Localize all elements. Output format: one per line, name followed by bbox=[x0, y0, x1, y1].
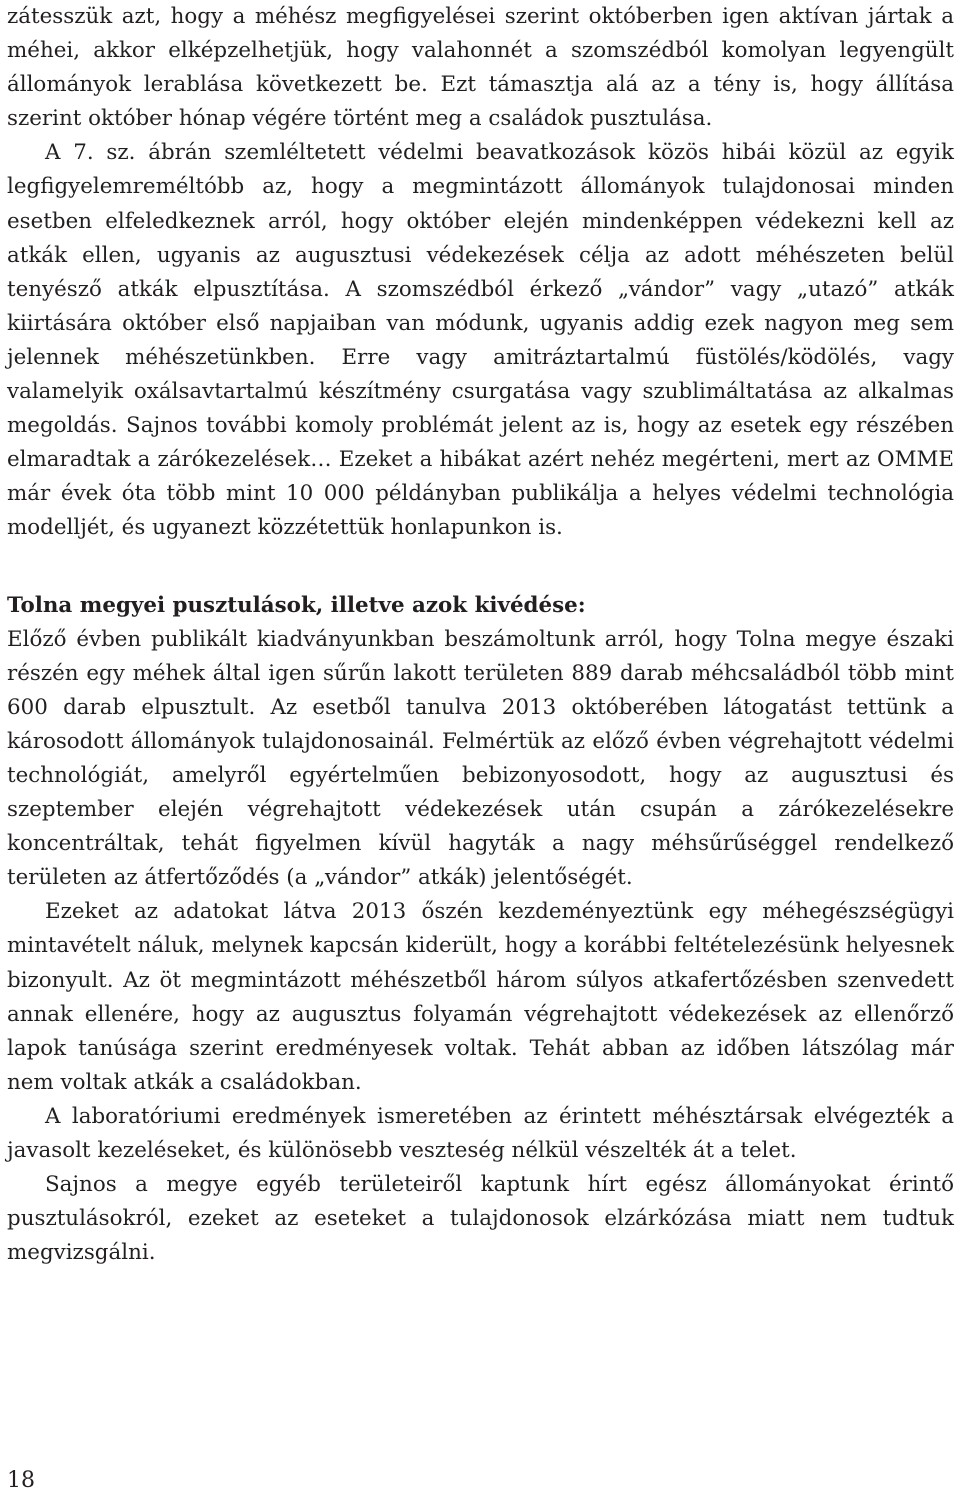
paragraph-continued: zátesszük azt, hogy a méhész megfigyelései szerint októberben igen aktívan jártak a méhei, akkor elképzelhetjük, hogy valahonnét a szomszédból komolyan legyengült állományok lerablása következett be. Ezt támasztja alá az a tény is, hogy állítása szerint október hónap végére történt meg a családok pusztulása. bbox=[7, 4, 954, 132]
paragraph-sampling: Ezeket az adatokat látva 2013 őszén kezdeményeztünk egy méhegészségügyi mintavételt náluk, melynek kapcsán kiderült, hogy a korábbi feltételezésünk helyesnek bizonyult. Az öt megmintázott méhészetből három súlyos atkafertőzésben szenvedett annak ellenére, hogy az augusztus folyamán végrehajtott védekezések az ellenőrző lapok tanúsága szerint eredményesek voltak. Tehát abban az időben látszólag már nem voltak atkák a családokban. bbox=[7, 899, 954, 1095]
page-number: 18 bbox=[7, 1468, 35, 1493]
paragraph-lab-results: A laboratóriumi eredmények ismeretében az érintett méhésztársak elvégezték a javasolt kezeléseket, és különösebb veszteség nélkül vészelték át a telet. bbox=[7, 1103, 954, 1163]
section-spacer bbox=[7, 546, 954, 589]
paragraph-other-areas: Sajnos a megye egyéb területeiről kaptunk hírt egész állományokat érintő pusztulásokról, ezeket az eseteket a tulajdonosok elzárkózása miatt nem tudtuk megvizsgálni. bbox=[7, 1172, 954, 1266]
section-heading: Tolna megyei pusztulások, illetve azok kivédése: bbox=[7, 592, 586, 618]
document-page bbox=[7, 0, 954, 1270]
paragraph-tolna-intro: Előző évben publikált kiadványunkban beszámoltunk arról, hogy Tolna megye északi részén egy méhek által igen sűrűn lakott területen 889 darab méhcsaládból több mint 600 darab elpusztult. Az esetből tanulva 2013 októberében látogatást tettünk a károsodott állományok tulajdonosainál. Felmértük az előző évben végrehajtott védelmi technológiát, amelyről egyértelműen bebizonyosodott, hogy az augusztusi és szeptember elején végrehajtott védekezések után csupán a zárókezelésekre koncentráltak, tehát figyelmen kívül hagyták a nagy méhsűrűséggel rendelkező területen az átfertőződés (a „vándor” atkák) jelentőségét. bbox=[7, 626, 954, 891]
paragraph-figure-7-analysis: A 7. sz. ábrán szemléltetett védelmi beavatkozások közös hibái közül az egyik legfigyelemreméltóbb az, hogy a megmintázott állományok tulajdonosai minden esetben elfeledkeznek arról, hogy október elején mindenképpen védekezni kell az atkák ellen, ugyanis az augusztusi védekezések célja az adott méhészeten belül tenyésző atkák elpusztítása. A szomszédból érkező „vándor” vagy „utazó” atkák kiirtására október első napjaiban van módunk, ugyanis addig ezek nagyon meg sem jelennek méhészetünkben. Erre vagy amitráztartalmú füstölés/ködölés, vagy valamelyik oxálsavtartalmú készítmény csurgatása vagy szublimáltatása az alkalmas megoldás. Sajnos további komoly problémát jelent az is, hogy az esetek egy részében elmaradtak a zárókezelések… Ezeket a hibákat azért nehéz megérteni, mert az OMME már évek óta több mint 10 000 példányban publikálja a helyes védelmi technológia modelljét, és ugyanezt közzétettük honlapunkon is. bbox=[7, 140, 954, 541]
